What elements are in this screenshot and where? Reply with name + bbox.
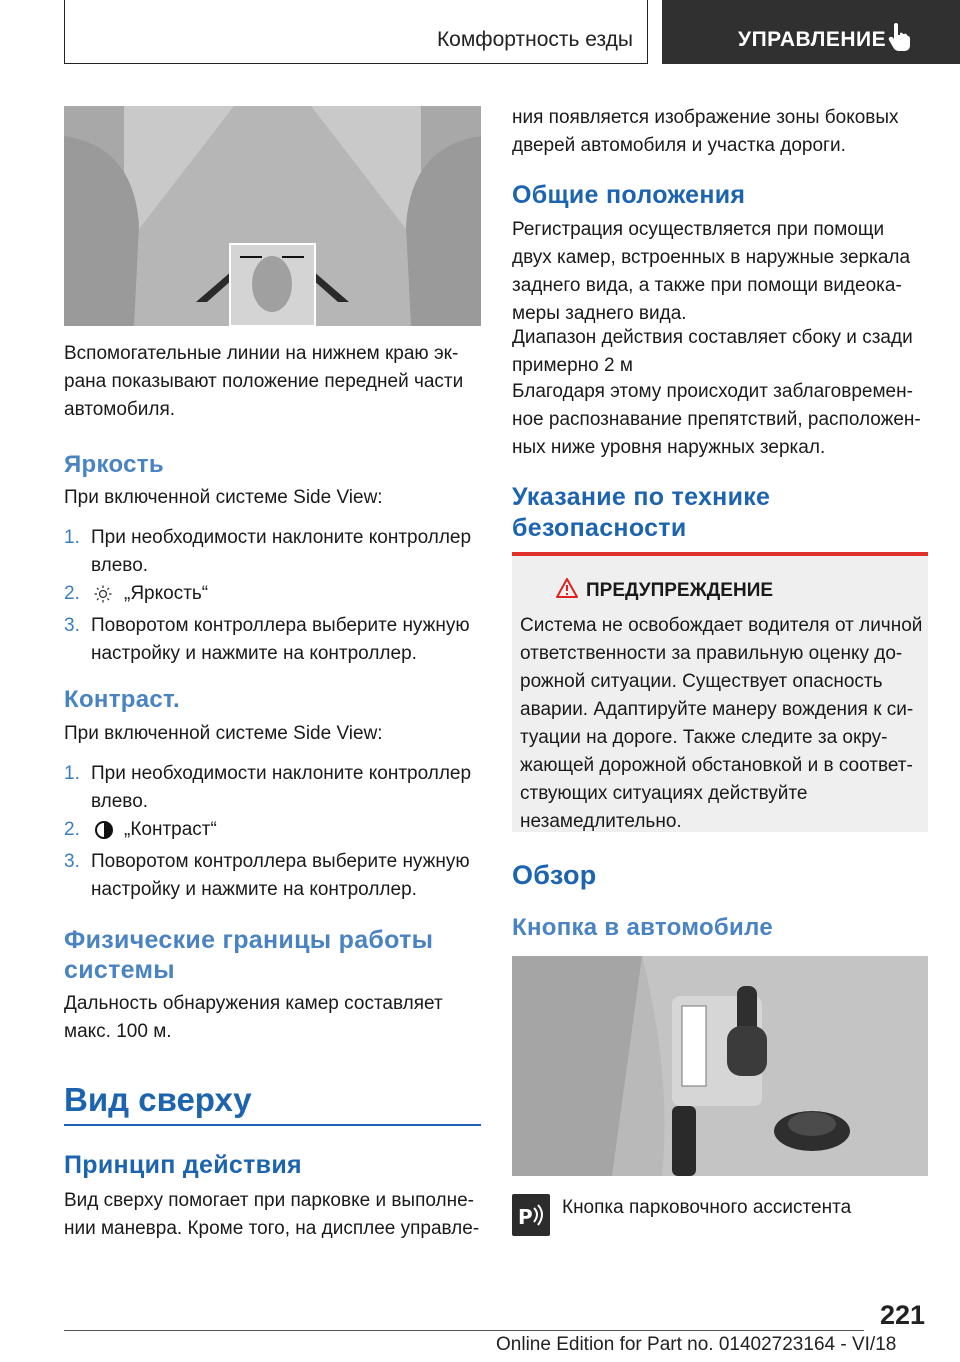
contrast-step-1: 1. При необходимости наклоните контроллер влево. <box>64 763 472 812</box>
general-heading: Общие положения <box>512 181 746 209</box>
limits-text: Дальность обнаружения камер составляет макс. 100 м. <box>64 993 443 1042</box>
brightness-icon <box>94 585 112 603</box>
footer-edition: Online Edition for Part no. 01402723164 - VI/18 <box>496 1334 897 1355</box>
brightness-intro: При включенной системе Side View: <box>64 487 383 508</box>
topview-rule <box>64 1124 481 1126</box>
side-view-caption: Вспомогательные линии на нижнем краю эк‐ рана показывают положение передней части автомобиля. <box>64 343 464 420</box>
center-console-image <box>512 956 928 1176</box>
brightness-step-3: 3. Поворотом контроллера выберите нужную настройку и нажмите на контроллер. <box>64 615 470 664</box>
contrast-heading: Контраст. <box>64 686 180 713</box>
overview-heading: Обзор <box>512 860 597 890</box>
svg-text:P: P <box>518 1205 533 1229</box>
contrast-step-2: 2. „Контраст“ <box>64 819 217 840</box>
brightness-step-1: 1. При необходимости наклоните контроллер влево. <box>64 527 472 576</box>
header-chapter-title: УПРАВЛЕНИЕ <box>738 28 887 51</box>
warning-triangle-icon <box>556 578 578 598</box>
contrast-intro: При включенной системе Side View: <box>64 723 383 744</box>
parking-assist-button-icon <box>512 1194 550 1236</box>
footer-rule <box>64 1330 864 1331</box>
topview-text: Вид сверху помогает при парковке и выполне‐ нии маневра. Кроме того, на дисплее управле‐ <box>64 1190 480 1239</box>
pointing-hand-icon <box>888 22 912 52</box>
header-chapter-tab <box>662 0 960 64</box>
button-heading: Кнопка в автомобиле <box>512 914 773 941</box>
warning-text: Система не освобождает водителя от личной ответственности за правильную оценку до‐ рожной ситуации. Существует опасность аварии. Адаптируйте манеру вождения к си‐ туации на дороге. Также следите за окру‐ жающей дорожной обстановкой и в соответ‐ ствующих ситуациях действуйте незамедлительно. <box>520 615 923 832</box>
parking-assist-caption: Кнопка парковочного ассистента <box>562 1197 852 1218</box>
warning-label: ПРЕДУПРЕЖДЕНИЕ <box>586 580 774 601</box>
page-number: 221 <box>880 1300 926 1330</box>
general-p3: Благодаря этому происходит заблаговремен‐ ное распознавание препятствий, расположен‐ ных ниже уровня наружных зеркал. <box>512 381 921 458</box>
topview-heading: Вид сверху <box>64 1081 252 1118</box>
brightness-heading: Яркость <box>64 451 164 478</box>
general-p2: Диапазон действия составляет сбоку и сзади примерно 2 м <box>512 327 913 376</box>
safety-heading: Указание по технике безопасности <box>512 483 771 542</box>
limits-heading: Физические границы работы системы <box>64 926 434 984</box>
side-view-image <box>64 106 481 326</box>
topview-text-cont: ния появляется изображение зоны боковых дверей автомобиля и участка дороги. <box>512 107 899 156</box>
general-p1: Регистрация осуществляется при помощи двух камер, встроенных в наружные зеркала заднего вида, а также при помощи видеока‐ меры заднего вида. <box>512 219 911 324</box>
warning-box <box>512 556 928 832</box>
brightness-step-2: 2. „Яркость“ <box>64 583 209 604</box>
header-section-box <box>64 0 648 64</box>
header-section-title: Комфортность езды <box>436 28 633 51</box>
contrast-step-3: 3. Поворотом контроллера выберите нужную настройку и нажмите на контроллер. <box>64 851 470 900</box>
principle-heading: Принцип действия <box>64 1151 302 1179</box>
contrast-icon <box>94 820 114 840</box>
